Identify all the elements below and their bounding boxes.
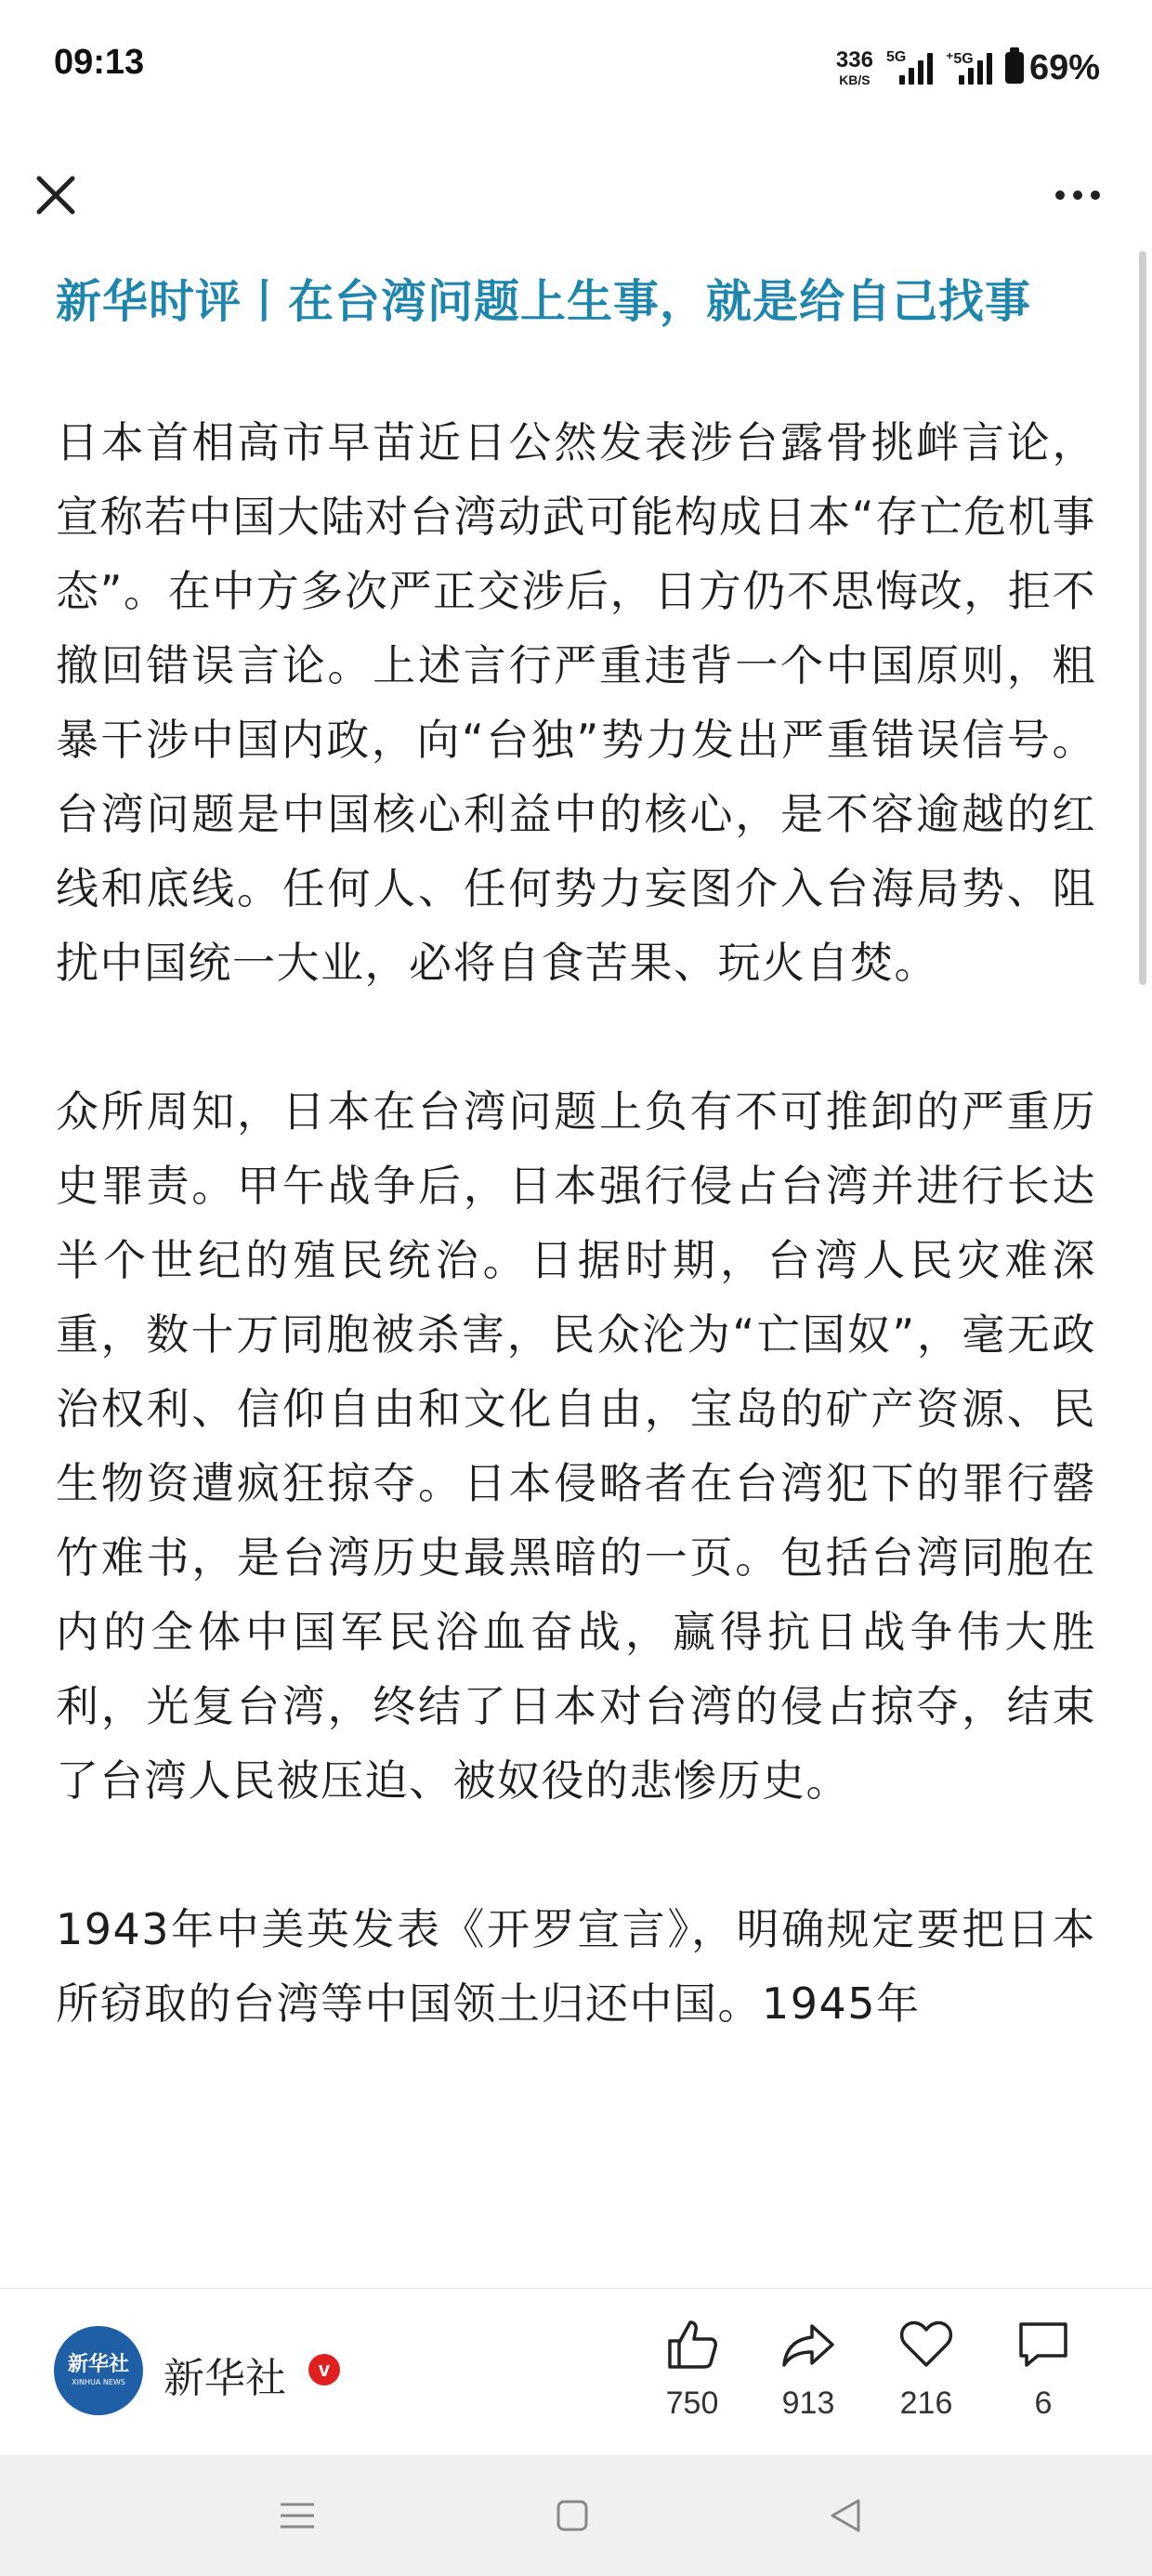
close-icon [28,167,84,223]
battery-icon [1005,52,1024,84]
signal-label: 5G [885,49,907,65]
article-paragraph: 日本首相高市早苗近日公然发表涉台露骨挑衅言论，宣称若中国大陆对台湾动武可能构成日本“存亡危机事态”。在中方多次严正交涉后，日方仍不思悔改，拒不撤回错误言论。上述言行严重违背一个中国原则，粗暴干涉中国内政，向“台独”势力发出严重错误信号。台湾问题是中国核心利益中的核心，是不容逾越的红线和底线。任何人、任何势力妄图介入台海局势、阻扰中国统一大业，必将自食苦果、玩火自焚。 [56,417,1096,988]
share-button[interactable] [757,2315,859,2445]
battery-indicator [1005,48,1100,88]
signal-icon [886,49,933,86]
signal-label: ⁺5G [945,51,974,67]
battery-percent: 69% [1028,47,1100,87]
comment-button[interactable] [992,2315,1094,2445]
network-speed [836,49,873,86]
heart-icon [897,2315,956,2374]
home-square-icon [544,2488,600,2543]
back-triangle-icon [818,2488,873,2543]
avatar-logo-subtext: XINHUA NEWS [72,2378,125,2386]
back-button[interactable] [818,2488,873,2543]
status-time: 09:13 [54,43,145,82]
share-count: 913 [781,2385,835,2421]
article-title: 新华时评丨在台湾问题上生事，就是给自己找事 [56,275,1032,328]
thumbs-up-icon [662,2315,722,2374]
scrollbar[interactable] [1139,251,1146,985]
menu-icon [269,2488,325,2543]
favorite-count: 216 [899,2385,953,2421]
home-button[interactable] [544,2488,600,2543]
share-arrow-icon [779,2315,838,2374]
status-indicators [836,45,1100,91]
article-content [56,264,1096,2115]
status-bar [0,0,1152,139]
like-button[interactable] [641,2315,743,2445]
signal-icon [946,49,992,86]
close-button[interactable] [28,167,84,223]
action-bar [0,2288,1152,2456]
favorite-button[interactable] [875,2315,977,2445]
system-nav-bar [0,2455,1152,2576]
network-speed-unit: KB/S [839,72,871,87]
author-name[interactable]: 新华社 [164,2355,286,2402]
verified-badge-icon: v [308,2354,340,2385]
network-speed-value: 336 [835,47,873,72]
avatar-logo-text: 新华社 [67,2353,129,2376]
like-count: 750 [665,2385,719,2421]
article-paragraph: 1943年中美英发表《开罗宣言》，明确规定要把日本所窃取的台湾等中国领土归还中国。1945年 [56,1904,1096,2029]
author-avatar[interactable] [54,2326,143,2415]
menu-button[interactable] [269,2488,325,2543]
comment-count: 6 [1034,2385,1053,2421]
more-icon [1055,191,1065,200]
article-paragraph: 众所周知，日本在台湾问题上负有不可推卸的严重历史罪责。甲午战争后，日本强行侵占台湾并进行长达半个世纪的殖民统治。日据时期，台湾人民灾难深重，数十万同胞被杀害，民众沦为“亡国奴”，毫无政治权利、信仰自由和文化自由，宝岛的矿产资源、民生物资遭疯狂掠夺。日本侵略者在台湾犯下的罪行罄竹难书，是台湾历史最黑暗的一页。包括台湾同胞在内的全体中国军民浴血奋战，赢得抗日战争伟大胜利，光复台湾，终结了日本对台湾的侵占掠夺，结束了台湾人民被压迫、被奴役的悲惨历史。 [56,1086,1096,1806]
comment-bubble-icon [1014,2315,1073,2374]
more-button[interactable] [1041,177,1115,214]
top-nav [0,139,1152,260]
